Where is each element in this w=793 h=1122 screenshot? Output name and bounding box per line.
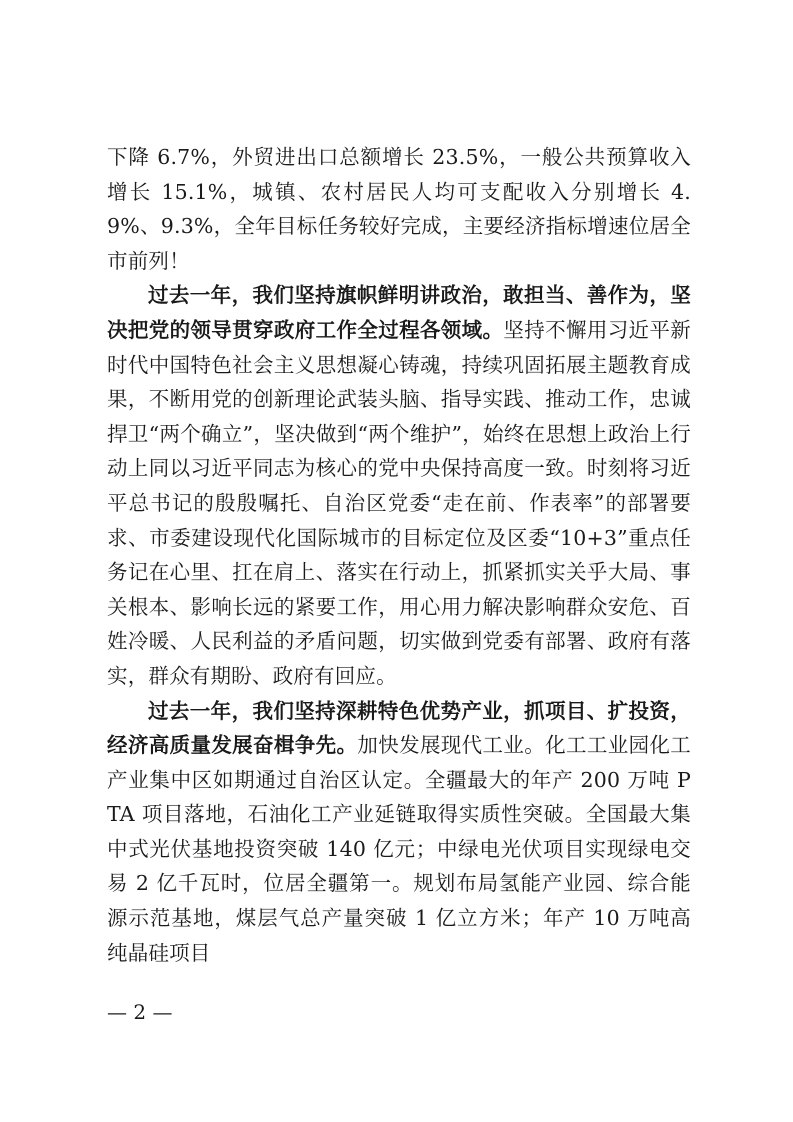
paragraph-lead: 过去一年，我们坚持深耕特色优势产业，抓项目、扩投资，经济高质量发展奋楫争先。 [107, 698, 691, 758]
page-number: — 2 — [107, 1000, 173, 1024]
paragraph-continuation [107, 140, 691, 278]
document-body [107, 140, 691, 970]
paragraph-text: 加快发展现代工业。化工工业园化工产业集中区如期通过自治区认定。全疆最大的年产 200 万吨 PTA 项目落地，石油化工产业延链取得实质性突破。全国最大集中式光伏基地投资突破 140 亿元；中绿电光伏项目实现绿电交易 2 亿千瓦时，位居全疆第一。规划布局氢能产业园、综合能源示范基地，煤层气总产量突破 1 亿立方米；年产 10 万吨高纯晶硅项目 [107, 733, 691, 965]
paragraph-industry-development [107, 694, 691, 971]
paragraph-lead: 过去一年，我们坚持旗帜鲜明讲政治，敢担当、善作为，坚决把党的领导贯穿政府工作全过程各领域。 [107, 283, 691, 342]
paragraph-political-leadership [107, 278, 691, 693]
paragraph-text: 下降 6.7%，外贸进出口总额增长 23.5%，一般公共预算收入增长 15.1%，城镇、农村居民人均可支配收入分别增长 4.9%、9.3%，全年目标任务较好完成，主要经济指标增速位居全市前列！ [107, 145, 691, 273]
paragraph-text: 坚持不懈用习近平新时代中国特色社会主义思想凝心铸魂，持续巩固拓展主题教育成果，不断用党的创新理论武装头脑、指导实践、推动工作，忠诚捍卫“两个确立”，坚决做到“两个维护”，始终在思想上政治上行动上同以习近平同志为核心的党中央保持高度一致。时刻将习近平总书记的殷殷嘱托、自治区党委“走在前、作表率”的部署要求、市委建设现代化国际城市的目标定位及区委“10+3”重点任务记在心里、扛在肩上、落实在行动上，抓紧抓实关乎大局、事关根本、影响长远的紧要工作，用心用力解决影响群众安危、百姓冷暖、人民利益的矛盾问题，切实做到党委有部署、政府有落实，群众有期盼、政府有回应。 [107, 317, 691, 688]
